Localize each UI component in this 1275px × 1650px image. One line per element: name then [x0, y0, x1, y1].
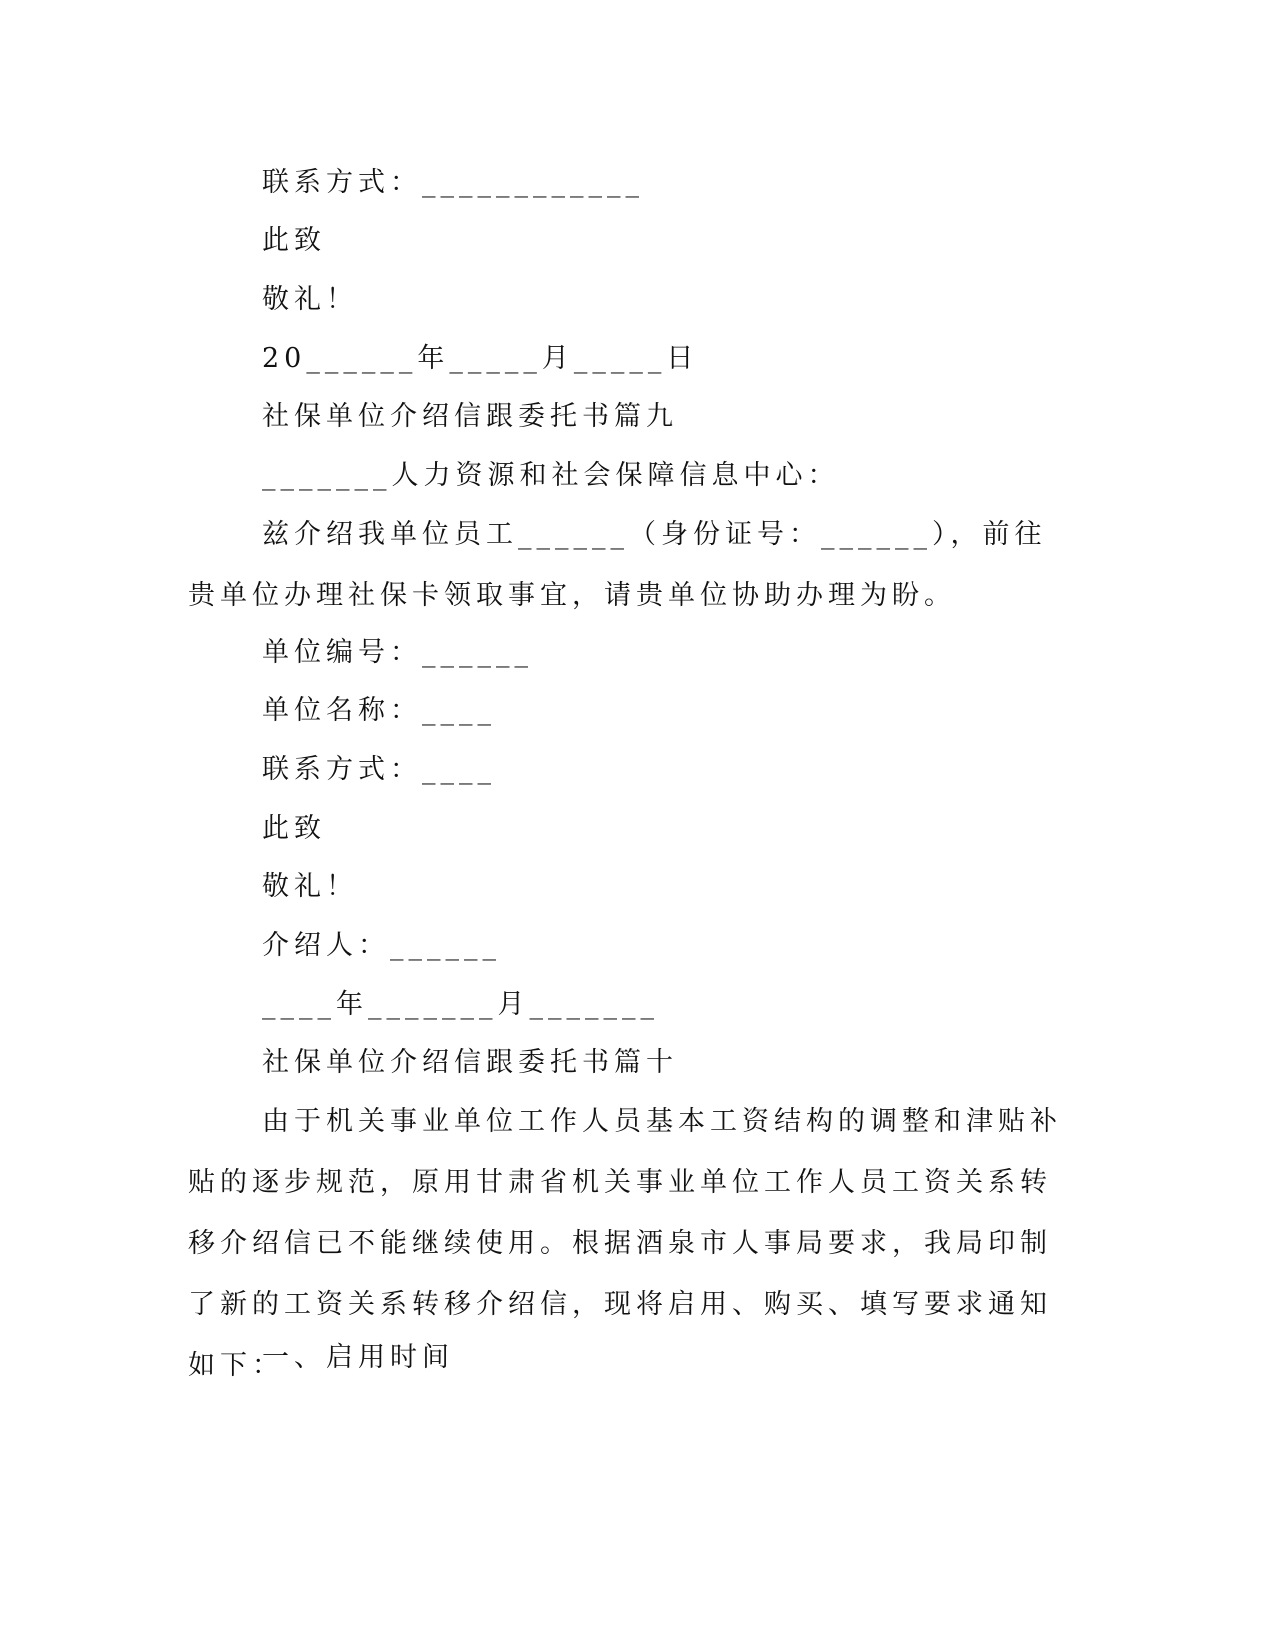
- addressee-line: _______人力资源和社会保障信息中心：: [262, 460, 840, 491]
- date-line: 20______年_____月_____日: [262, 343, 699, 374]
- closing-text: 此致: [262, 813, 326, 844]
- body-paragraph: 由于机关事业单位工作人员基本工资结构的调整和津贴补贴的逐步规范，原用甘肃省机关事业单位工作人员工资关系转移介绍信已不能继续使用。根据酒泉市人事局要求，我局印制了新的工资关系转移介绍信，现将启用、购买、填写要求通知如下：: [188, 1106, 1062, 1381]
- contact-line: 联系方式：____________: [262, 167, 644, 198]
- unit-number-line: 单位编号：______: [262, 637, 533, 668]
- body-paragraph: 兹介绍我单位员工______（身份证号：______），前往贵单位办理社保卡领取事宜，请贵单位协助办理为盼。: [188, 519, 1047, 611]
- salutation-text: 敬礼！: [262, 284, 358, 315]
- contact-line: 联系方式：____: [262, 754, 496, 785]
- date-line: ____年_______月_______: [262, 989, 659, 1020]
- subsection-heading: 一、启用时间: [262, 1342, 454, 1373]
- salutation-text: 敬礼！: [262, 871, 358, 902]
- closing-text: 此致: [262, 225, 326, 256]
- unit-name-line: 单位名称：____: [262, 695, 496, 726]
- section-heading: 社保单位介绍信跟委托书篇十: [262, 1047, 678, 1078]
- section-heading: 社保单位介绍信跟委托书篇九: [262, 401, 678, 432]
- introducer-line: 介绍人：______: [262, 930, 501, 961]
